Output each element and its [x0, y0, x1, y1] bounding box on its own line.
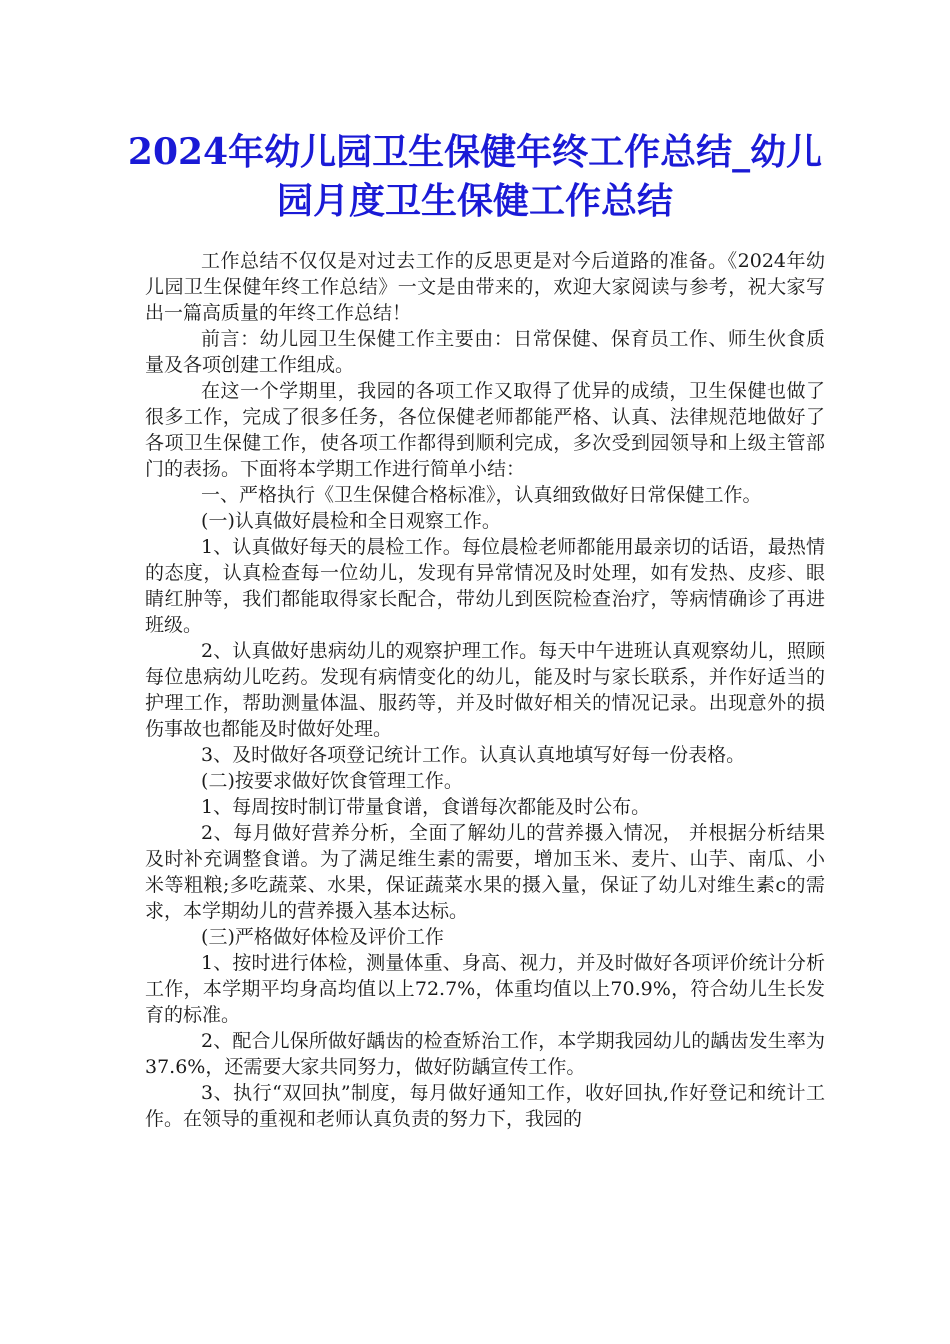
paragraph-morning-check: 1、认真做好每天的晨检工作。每位晨检老师都能用最亲切的话语，最热情的态度，认真检查每一位幼儿，发现有异常情况及时处理，如有发热、皮疹、眼睛红肿等，我们都能取得家长配合，带幼儿到医院检查治疗，等病情确诊了再进班级。 — [145, 536, 825, 636]
paragraph-nutrition: 2、每月做好营养分析，全面了解幼儿的营养摄入情况， 并根据分析结果及时补充调整食谱。为了满足维生素的需要，增加玉米、麦片、山芋、南瓜、小米等粗粮;多吃蔬菜、水果，保证蔬菜水果的摄入量，保证了幼儿对维生素c的需求，本学期幼儿的营养摄入基本达标。 — [145, 822, 825, 922]
paragraph-sick-care: 2、认真做好患病幼儿的观察护理工作。每天中午进班认真观察幼儿，照顾每位患病幼儿吃药。发现有病情变化的幼儿，能及时与家长联系，并作好适当的护理工作，帮助测量体温、服药等，并及时做好相关的情况记录。出现意外的损伤事故也都能及时做好处理。 — [145, 640, 825, 740]
document-title: 2024年幼儿园卫生保健年终工作总结_幼儿园月度卫生保健工作总结 — [127, 131, 823, 222]
paragraph-preface: 前言：幼儿园卫生保健工作主要由：日常保健、保育员工作、师生伙食质量及各项创建工作组成。 — [145, 328, 825, 376]
subsection-heading-2: (二)按要求做好饮食管理工作。 — [201, 770, 463, 792]
paragraph-overview: 在这一个学期里，我园的各项工作又取得了优异的成绩，卫生保健也做了很多工作，完成了很多任务，各位保健老师都能严格、认真、法律规范地做好了各项卫生保健工作，使各项工作都得到顺利完成，多次受到园领导和上级主管部门的表扬。下面将本学期工作进行简单小结： — [145, 380, 825, 480]
paragraph-dental: 2、配合儿保所做好龋齿的检查矫治工作，本学期我园幼儿的龋齿发生率为37.6%，还需要大家共同努力，做好防龋宣传工作。 — [145, 1030, 825, 1078]
document-body — [145, 248, 825, 1132]
paragraph-receipts: 3、执行“双回执”制度，每月做好通知工作，收好回执,作好登记和统计工作。在领导的重视和老师认真负责的努力下，我园的 — [145, 1082, 825, 1130]
section-heading-1: 一、严格执行《卫生保健合格标准》，认真细致做好日常保健工作。 — [201, 484, 762, 506]
subsection-heading-1: (一)认真做好晨检和全日观察工作。 — [201, 510, 501, 532]
subsection-heading-3: (三)严格做好体检及评价工作 — [201, 926, 444, 948]
paragraph-physical-exam: 1、按时进行体检，测量体重、身高、视力，并及时做好各项评价统计分析工作，本学期平均身高均值以上72.7%，体重均值以上70.9%，符合幼儿生长发育的标准。 — [145, 952, 825, 1026]
paragraph-intro: 工作总结不仅仅是对过去工作的反思更是对今后道路的准备。《2024年幼儿园卫生保健年终工作总结》一文是由带来的，欢迎大家阅读与参考，祝大家写出一篇高质量的年终工作总结！ — [145, 250, 825, 324]
paragraph-records: 3、及时做好各项登记统计工作。认真认真地填写好每一份表格。 — [201, 744, 746, 766]
paragraph-recipes: 1、每周按时制订带量食谱，食谱每次都能及时公布。 — [201, 796, 651, 818]
